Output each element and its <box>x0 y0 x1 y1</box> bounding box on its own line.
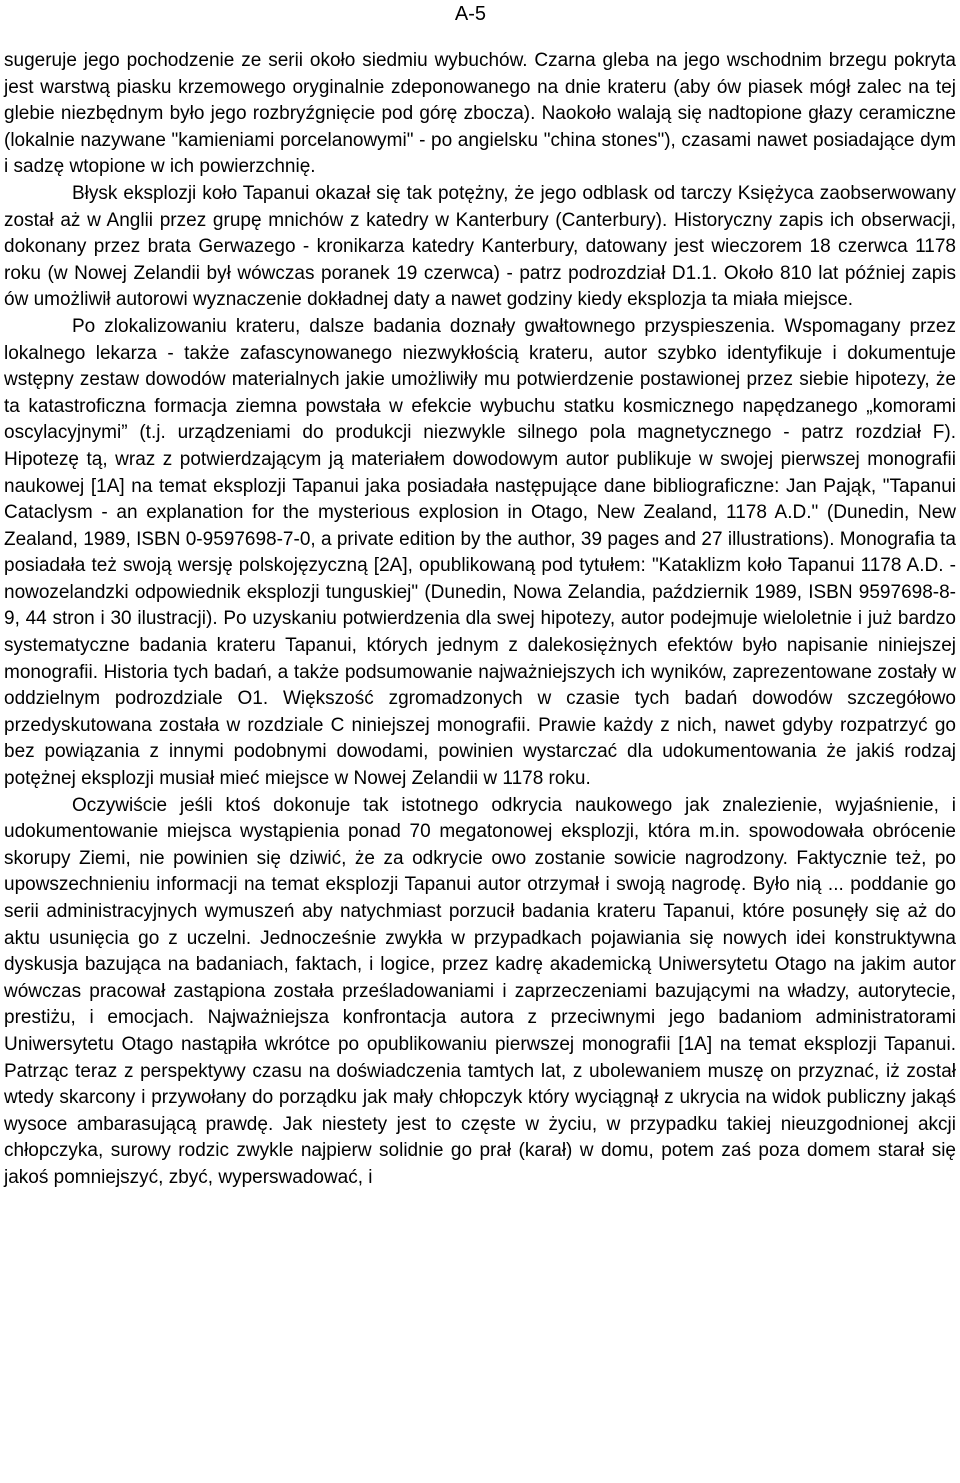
paragraph-1: sugeruje jego pochodzenie ze serii około siedmiu wybuchów. Czarna gleba na jego wschodnim brzegu pokryta jest warstwą piasku krzemowego oryginalnie zdeponowanego na dnie krateru (aby ów piasek mógł zalec na tej glebie niezbędnym było jego rozbryźgnięcie pod górę zbocza). Naokoło walają się nadtopione głazy ceramiczne (lokalnie nazywane "kamieniami porcelanowymi" - po angielsku "china stones"), czasami nawet posiadające dym i sadzę wtopione w ich powierzchnię. <box>4 50 956 178</box>
body-text <box>4 48 956 1192</box>
paragraph-3: Po zlokalizowaniu krateru, dalsze badania doznały gwałtownego przyspieszenia. Wspomagany przez lokalnego lekarza - także zafascynowanego niezwykłością krateru, autor szybko identyfikuje i dokumentuje wstępny zestaw dowodów materialnych jakie umożliwiły mu potwierdzenie postawionej przez siebie hipotezy, że ta katastroficzna formacja ziemna powstała w efekcie wybuchu statku kosmicznego napędzanego „komorami oscylacyjnymi” (t.j. urządzeniami do produkcji niezwykle silnego pola magnetycznego - patrz rozdział F). Hipotezę tą, wraz z potwierdzającym ją materiałem dowodowym autor publikuje w swojej pierwszej monografii naukowej [1A] na temat eksplozji Tapanui jaka posiadała następujące dane bibliograficzne: Jan Pająk, "Tapanui Cataclysm - an explanation for the mysterious explosion in Otago, New Zealand, 1178 A.D." (Dunedin, New Zealand, 1989, ISBN 0-9597698-7-0, a private edition by the author, 39 pages and 27 illustrations). Monografia ta posiadała też swoją wersję polskojęzyczną [2A], opublikowaną pod tytułem: "Kataklizm koło Tapanui 1178 A.D. - nowozelandzki odpowiednik eksplozji tunguskiej" (Dunedin, Nowa Zelandia, październik 1989, ISBN 9597698-8-9, 44 stron i 30 ilustracji). Po uzyskaniu potwierdzenia dla swej hipotezy, autor podejmuje wieloletnie i już bardzo systematyczne badania krateru Tapanui, których jednym z dalekosiężnych efektów było napisanie niniejszej monografii. Historia tych badań, a także podsumowanie najważniejszych ich wyników, zaprezentowane zostały w oddzielnym podrozdziale O1. Większość zgromadzonych w czasie tych badań dowodów szczegółowo przedyskutowana została w rozdziale C niniejszej monografii. Prawie każdy z nich, nawet gdyby rozpatrzyć go bez powiązania z innymi podobnymi dowodami, powinien wystarczać dla udokumentowania że jakiś rodzaj potężnej eksplozji musiał mieć miejsce w Nowej Zelandii w 1178 roku. <box>4 315 956 790</box>
paragraph-4: Oczywiście jeśli ktoś dokonuje tak istotnego odkrycia naukowego jak znalezienie, wyjaśnienie, i udokumentowanie miejsca wystąpienia ponad 70 megatonowej eksplozji, która m.in. spowodowała obrócenie skorupy Ziemi, nie powinien się dziwić, że za odkrycie owo zostanie sowicie nagrodzony. Faktycznie też, po upowszechnieniu informacji na temat eksplozji Tapanui autor otrzymał i swoją nagrodę. Było nią ... poddanie go serii administracyjnych wymuszeń aby natychmiast porzucił badania krateru Tapanui, które posunęły się aż do aktu usunięcia go z uczelni. Jednocześnie zwykła w przypadkach pojawiania się nowych idei konstruktywna dyskusja bazująca na badaniach, faktach, i logice, przez kadrę akademicką Uniwersytetu Otago na jakim autor wówczas pracował zastąpiona została prześladowaniami i zaprzeczeniami bazującymi na władzy, autorytecie, prestiżu, i emocjach. Najważniejsza konfrontacja autora z przeciwnymi jego badaniom administratorami Uniwersytetu Otago nastąpiła wkrótce po opublikowaniu pierwszej monografii [1A] na temat eksplozji Tapanui. Patrząc teraz z perspektywy czasu na doświadczenia tamtych lat, z ubolewaniem muszę on przyznać, iż został wtedy skarcony i przywołany do porządku jak mały chłopczyk który wyciągnął z ukrycia na widok publiczny jakąś wysoce ambarasującą prawdę. Jak niestety jest to częste w życiu, w przypadku takiej nieuzgodnionej akcji chłopczyka, surowy rodzic zwykle najpierw solidnie go prał (karał) w domu, potem zaś poza domem starał się jakoś pomniejszyć, zbyć, wyperswadować, i <box>4 794 956 1188</box>
paragraph-2: Błysk eksplozji koło Tapanui okazał się tak potężny, że jego odblask od tarczy Księżyca zaobserwowany został aż w Anglii przez grupę mnichów z katedry w Kanterbury (Canterbury). Historyczny zapis ich obserwacji, dokonany przez brata Gerwazego - kronikarza katedry Kanterbury, datowany jest wieczorem 18 czerwca 1178 roku (w Nowej Zelandii był wówczas poranek 19 czerwca) - patrz podrozdział D1.1. Około 810 lat później zapis ów umożliwił autorowi wyznaczenie dokładnej daty a nawet godziny kiedy eksplozja ta miała miejsce. <box>4 182 956 311</box>
page-number: A-5 <box>454 3 486 25</box>
